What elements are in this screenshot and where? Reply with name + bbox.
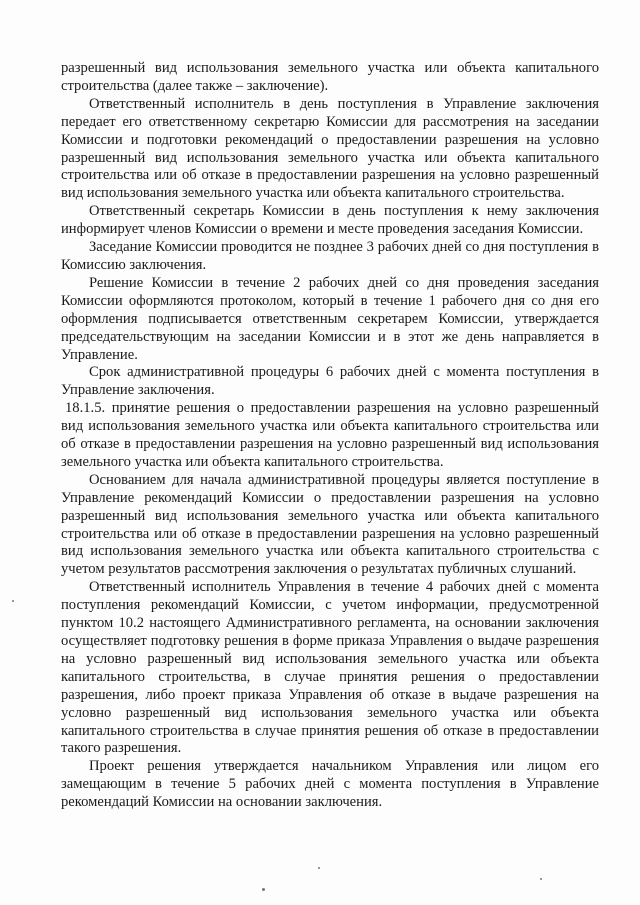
paragraph-continuation: разрешенный вид использования земельного участка или объекта капитального строительства (далее также – заключение). <box>61 60 599 94</box>
paragraph-meeting: Заседание Комиссии проводится не позднее 3 рабочих дней со дня поступления в Комиссию заключения. <box>61 239 599 273</box>
paragraph-basis: Основанием для начала административной процедуры является поступление в Управление рекомендаций Комиссии о предоставлении разрешения на условно разрешенный вид использования земельного участка или объекта капитального строительства или об отказе в предоставлении разрешения на условно разрешенный вид использования земельного участка или объекта капитального строительства с учетом результатов рассмотрения заключения о результатах публичных слушаний. <box>61 471 599 578</box>
paragraph-responsible-executor: Ответственный исполнитель в день поступления в Управление заключения передает его ответственному секретарю Комиссии для рассмотрения на заседании Комиссии и подготовки рекомендаций о предоставлении разрешения на условно разрешенный вид использования земельного участка или объекта капитального строительства или об отказе в предоставлении разрешения на условно разрешенный вид использования земельного участка или объекта капитального строительства. <box>61 95 599 202</box>
paragraph-secretary: Ответственный секретарь Комиссии в день поступления к нему заключения информирует членов Комиссии о времени и месте проведения заседания Комиссии. <box>61 203 599 238</box>
paragraph-procedure-term: Срок административной процедуры 6 рабочих дней с момента поступления в Управление заключения. <box>61 364 599 399</box>
scan-speck <box>262 888 265 891</box>
paragraph-approval: Проект решения утверждается начальником Управления или лицом его замещающим в течение 5 рабочих дней с момента поступления в Управление рекомендаций Комиссии на основании заключения. <box>61 758 599 811</box>
paragraph-decision: Решение Комиссии в течение 2 рабочих дней со дня проведения заседания Комиссии оформляются протоколом, который в течение 1 рабочего дня со дня его оформления подписывается ответственным секретарем Комиссии, утверждается председательствующим на заседании Комиссии и в этот же день направляется в Управление. <box>61 274 599 363</box>
scan-speck <box>12 600 14 602</box>
scan-speck <box>318 867 320 869</box>
document-body <box>61 60 599 812</box>
scan-speck <box>540 878 542 880</box>
paragraph-executor-preparation: Ответственный исполнитель Управления в течение 4 рабочих дней с момента поступления рекомендаций Комиссии, с учетом информации, предусмотренной пунктом 10.2 настоящего Административного регламента, на основании заключения осуществляет подготовку решения в форме приказа Управления о выдаче разрешения на условно разрешенный вид использования земельного участка или объекта капитального строительства, в случае принятия решения о предоставлении разрешения, либо проект приказа Управления об отказе в выдаче разрешения на условно разрешенный вид использования земельного участка или объекта капитального строительства в случае принятия решения об отказе в предоставлении такого разрешения. <box>61 579 599 757</box>
clause-18-1-5: 18.1.5. принятие решения о предоставлении разрешения на условно разрешенный вид использования земельного участка или объекта капитального строительства или об отказе в предоставлении разрешения на условно разрешенный вид использования земельного участка или объекта капитального строительства. <box>61 400 599 470</box>
